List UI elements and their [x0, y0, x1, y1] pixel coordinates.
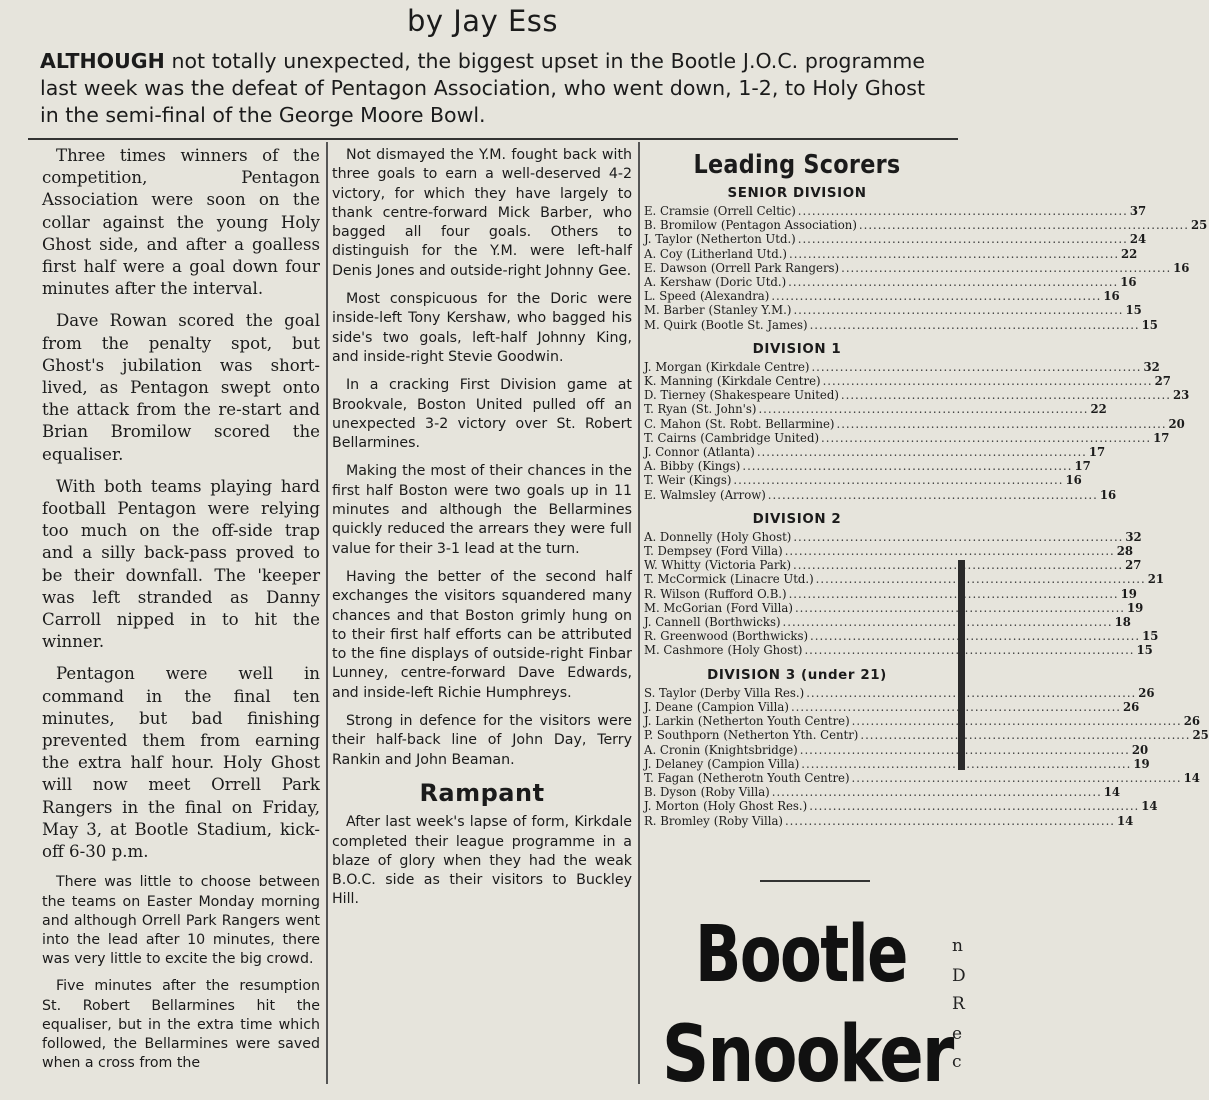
edge-bar	[958, 560, 965, 770]
scorer-club: (Kirkdale Centre)	[705, 359, 810, 374]
scorer-row	[644, 799, 1158, 814]
subheading: Rampant	[419, 778, 545, 807]
leader-dots	[823, 374, 1153, 388]
scorer-name: L. Speed	[644, 289, 696, 304]
leader-dots	[758, 402, 1088, 416]
scorer-club: (Borthwicks)	[732, 629, 809, 644]
scorer-row	[644, 600, 1144, 615]
scorer-club: (Ford Villa)	[715, 544, 783, 559]
scorer-club: (Knightsbridge)	[704, 742, 798, 757]
scorer-row	[644, 218, 1208, 233]
scorer-row	[644, 317, 1158, 332]
scorer-goals: 24	[1129, 232, 1147, 247]
scorer-row	[644, 572, 1164, 587]
scorer-goals: 22	[1090, 402, 1107, 417]
scorer-goals: 26	[1138, 685, 1155, 700]
division-heading: DIVISION 1	[752, 341, 842, 357]
header-rule	[28, 138, 958, 140]
scorer-goals: 21	[1147, 572, 1164, 587]
scorers-divisions	[644, 186, 1209, 828]
scorer-club: (Orrell Celtic)	[713, 204, 796, 218]
scorer-goals: 32	[1143, 359, 1160, 374]
scorer-club: (Doric Utd.)	[715, 275, 787, 290]
paragraph: Dave Rowan scored the goal from the penalty spot, but Ghost's jubilation was short-lived, as Pentagon swept onto the attack from the re-start and Brian Bromilow scored the equaliser.	[42, 311, 320, 464]
leader-dots	[789, 587, 1119, 601]
scorer-club: (Shakespeare United)	[709, 388, 839, 403]
leader-dots	[852, 771, 1182, 785]
scorer-club: (Cambridge United)	[700, 430, 820, 445]
scorer-name: A. Kershaw	[644, 275, 712, 290]
scorer-name: M. Quirk	[644, 317, 697, 332]
leader-dots	[859, 218, 1189, 232]
leader-dots	[788, 275, 1118, 289]
scorer-row	[644, 402, 1107, 417]
scorer-club: (Roby Villa)	[700, 785, 770, 800]
scorer-goals: 20	[1168, 416, 1185, 431]
scorer-goals: 22	[1121, 246, 1138, 261]
leader-dots	[772, 785, 1102, 799]
scorer-name: J. Taylor	[644, 232, 693, 247]
scorer-goals: 25	[1190, 218, 1208, 233]
scorer-name: E. Cramsie	[644, 204, 710, 218]
scorer-name: T. Cairns	[644, 430, 697, 445]
scorer-name: T. Dempsey	[644, 544, 712, 559]
scorer-row	[644, 374, 1171, 389]
scorer-club: (Arrow)	[720, 487, 766, 502]
scorer-name: J. Cannell	[644, 615, 701, 630]
scorer-goals: 14	[1183, 770, 1200, 785]
edge-letter: R	[952, 994, 965, 1014]
leader-dots	[793, 530, 1123, 544]
scorer-goals: 15	[1125, 303, 1142, 318]
scorer-club: (Pentagon Association)	[720, 218, 857, 233]
scorer-club: (Kings)	[688, 473, 732, 488]
scorer-goals: 17	[1074, 459, 1091, 474]
leader-dots	[785, 544, 1115, 558]
leader-dots	[809, 799, 1139, 813]
scorer-name: T. McCormick	[644, 572, 727, 587]
edge-letter: D	[952, 966, 966, 986]
edge-letter: c	[952, 1052, 962, 1072]
scorer-row	[644, 473, 1082, 488]
scorer-name: M. Barber	[644, 303, 705, 318]
edge-letter: e	[952, 1024, 963, 1044]
scorer-club: (Kirkdale Centre)	[716, 374, 821, 389]
advert-headline-2: Snooker	[662, 1010, 953, 1100]
intro-text: not totally unexpected, the biggest upset in the Bootle J.O.C. programme last week was the defeat of Pentagon Association, who went down, 1-2, to Holy Ghost in the semi-final of the George Moore Bowl.	[40, 49, 925, 127]
scorer-club: (Victoria Park)	[704, 558, 792, 573]
leader-dots	[806, 686, 1136, 700]
scorer-row	[644, 430, 1170, 445]
scorer-name: A. Cronin	[644, 742, 701, 757]
scorer-goals: 25	[1192, 728, 1209, 743]
scorer-list	[644, 204, 1208, 332]
scorer-club: (Derby Villa Res.)	[699, 685, 805, 700]
leader-dots	[785, 814, 1115, 828]
scorer-goals: 19	[1120, 586, 1137, 601]
scorer-row	[644, 756, 1150, 771]
leader-dots	[783, 615, 1113, 629]
article-column-2	[332, 146, 632, 919]
scorer-row	[644, 529, 1142, 544]
scorer-goals: 15	[1141, 317, 1158, 332]
scorer-name: W. Whitty	[644, 558, 701, 573]
paragraph: After last week's lapse of form, Kirkdale completed their league programme in a blaze of glory when they had the weak B.O.C. side as their visitors to Buckley Hill.	[332, 814, 632, 908]
scorer-list	[644, 529, 1164, 658]
scorer-row	[644, 770, 1200, 785]
intro-paragraph	[40, 48, 925, 129]
scorer-club: (Campion Villa)	[707, 756, 800, 771]
scorer-name: J. Delaney	[644, 756, 704, 771]
scorer-goals: 16	[1173, 260, 1190, 275]
scorer-club: (Holy Ghost Res.)	[703, 799, 808, 814]
scorer-goals: 14	[1117, 813, 1134, 828]
scorer-row	[644, 615, 1131, 630]
leader-dots	[811, 360, 1141, 374]
scorer-name: C. Mahon	[644, 416, 701, 431]
leader-dots	[771, 289, 1101, 303]
scorer-name: J. Deane	[644, 699, 693, 714]
division-heading: SENIOR DIVISION	[727, 186, 867, 201]
scorer-club: (Litherland Utd.)	[686, 246, 787, 261]
scorer-club: (St. Robt. Bellarmine)	[704, 416, 835, 431]
scorer-name: A. Coy	[644, 246, 683, 261]
scorer-name: T. Ryan	[644, 402, 688, 417]
advert-rule	[760, 880, 870, 882]
scorer-row	[644, 459, 1091, 474]
scorer-row	[644, 232, 1147, 247]
scorer-goals: 19	[1127, 600, 1144, 615]
scorer-row	[644, 558, 1142, 573]
scorer-row	[644, 303, 1142, 318]
scorer-name: J. Connor	[644, 445, 699, 460]
division-heading: DIVISION 2	[752, 511, 842, 527]
scorer-club: (Holy Ghost)	[716, 529, 792, 544]
scorer-goals: 16	[1120, 275, 1137, 290]
scorer-club: (Borthwicks)	[704, 615, 781, 630]
scorer-row	[644, 275, 1137, 290]
scorer-club: (Netherton Yth. Centr)	[723, 728, 859, 743]
scorer-name: T. Weir	[644, 473, 685, 488]
leader-dots	[841, 388, 1171, 402]
scorer-club: (Orrell Park Rangers)	[710, 260, 840, 275]
scorer-name: J. Morgan	[644, 359, 702, 374]
scorer-name: K. Manning	[644, 374, 713, 389]
scorer-goals: 14	[1141, 799, 1158, 814]
scorer-name: B. Bromilow	[644, 218, 717, 233]
scorer-goals: 23	[1172, 388, 1190, 403]
scorer-name: R. Bromley	[644, 813, 710, 828]
scorer-club: (Bootle St. James)	[700, 317, 808, 332]
scorer-row	[644, 785, 1121, 800]
scorer-goals: 16	[1065, 473, 1082, 488]
scorer-club: (Linacre Utd.)	[730, 572, 814, 587]
scorer-goals: 32	[1125, 529, 1142, 544]
leader-dots	[791, 700, 1121, 714]
scorer-goals: 28	[1116, 544, 1134, 559]
leader-dots	[860, 728, 1190, 742]
scorer-club: (Alexandra)	[700, 289, 770, 304]
leader-dots	[801, 757, 1131, 771]
division-heading: DIVISION 3 (under 21)	[707, 667, 887, 683]
scorer-row	[644, 813, 1134, 828]
scorers-title: Leading Scorers	[693, 150, 901, 180]
column-rule-2	[638, 142, 640, 1084]
scorer-row	[644, 388, 1190, 403]
byline: by Jay Ess	[406, 4, 559, 38]
scorer-club: (Roby Villa)	[713, 813, 783, 828]
scorer-name: R. Wilson	[644, 586, 701, 601]
leader-dots	[768, 488, 1098, 502]
scorer-club: (Kings)	[697, 459, 741, 474]
leader-dots	[836, 417, 1166, 431]
scorer-row	[644, 544, 1134, 559]
scorer-goals: 37	[1129, 204, 1147, 218]
scorer-club: (St. John's)	[691, 402, 757, 417]
scorer-goals: 20	[1131, 742, 1149, 757]
scorer-goals: 26	[1183, 714, 1200, 729]
paragraph: In a cracking First Division game at Brookvale, Boston United pulled off an unexpected 3-2 victory over St. Robert Bellarmines.	[332, 377, 632, 452]
leader-dots	[852, 714, 1182, 728]
scorer-goals: 27	[1125, 558, 1142, 573]
scorer-name: J. Larkin	[644, 714, 694, 729]
scorer-name: E. Dawson	[644, 260, 707, 275]
scorer-row	[644, 204, 1147, 218]
scorer-goals: 19	[1133, 756, 1150, 771]
paragraph: Most conspicuous for the Doric were inside-left Tony Kershaw, who bagged his side's two goals, left-half Johnny King, and inside-right Stevie Goodwin.	[332, 291, 632, 365]
scorer-goals: 14	[1103, 785, 1121, 800]
leader-dots	[798, 232, 1128, 246]
leading-scorers-box	[644, 148, 1209, 838]
scorer-row	[644, 416, 1185, 431]
scorer-club: (Atlanta)	[702, 445, 755, 460]
scorer-goals: 27	[1154, 374, 1171, 389]
article-column-1	[42, 145, 320, 1081]
scorer-name: D. Tierney	[644, 388, 706, 403]
scorer-name: A. Bibby	[644, 459, 694, 474]
scorer-row	[644, 586, 1137, 601]
scorer-club: (Holy Ghost)	[727, 643, 803, 658]
scorer-goals: 15	[1136, 643, 1153, 658]
scorer-name: J. Morton	[644, 799, 700, 814]
paragraph: Not dismayed the Y.M. fought back with three goals to earn a well-deserved 4-2 victory, for which they have largely to thank centre-forward Mick Barber, who bagged all four goals. Others to distinguish for the Y.M. were left-half Denis Jones and outside-right Johnny Gee.	[332, 147, 632, 279]
scorer-goals: 17	[1088, 445, 1106, 460]
scorer-row	[644, 643, 1153, 658]
scorer-name: M. Cashmore	[644, 643, 724, 658]
scorer-list	[644, 359, 1190, 502]
leader-dots	[821, 431, 1151, 445]
leader-dots	[816, 572, 1146, 586]
leader-dots	[810, 318, 1140, 332]
scorer-goals: 15	[1142, 629, 1159, 644]
leader-dots	[810, 629, 1140, 643]
paragraph: Pentagon were well in command in the final ten minutes, but bad finishing prevented them from earning the extra half hour. Holy Ghost will now meet Orrell Park Rangers in the final on Friday, May 3, at Bootle Stadium, kick-off 6-30 p.m.	[42, 664, 320, 862]
scorer-row	[644, 359, 1160, 374]
scorer-list	[644, 685, 1209, 828]
scorer-name: R. Greenwood	[644, 629, 729, 644]
paragraph: Three times winners of the competition, Pentagon Association were soon on the collar against the young Holy Ghost side, and after a goalless first half were a goal down four minutes after the interval.	[42, 146, 320, 299]
intro-lead-word: ALTHOUGH	[40, 49, 165, 73]
scorer-club: (Ford Villa)	[726, 600, 793, 615]
advert-headline-1: Bootle	[695, 910, 907, 1000]
scorer-club: (Stanley Y.M.)	[708, 303, 792, 318]
leader-dots	[757, 445, 1087, 459]
scorer-row	[644, 728, 1209, 743]
leader-dots	[733, 473, 1063, 487]
scorer-row	[644, 629, 1159, 644]
scorer-club: (Netherton Youth Centre)	[697, 714, 850, 729]
leader-dots	[841, 261, 1171, 275]
edge-letter: n	[952, 936, 963, 956]
scorer-goals: 17	[1153, 430, 1170, 445]
scorer-goals: 16	[1103, 289, 1120, 304]
scorer-row	[644, 260, 1190, 275]
scorer-row	[644, 685, 1155, 700]
scorer-row	[644, 445, 1106, 460]
paragraph: Having the better of the second half exchanges the visitors squandered many chances and that Boston grimly hung on to their first half efforts can be attributed to the fine displays of outside-right Finbar Lunney, centre-forward Dave Edwards, and inside-left Richie Humphreys.	[332, 568, 632, 701]
scorer-name: P. Southporn	[644, 728, 720, 743]
paragraph: Five minutes after the resumption St. Robert Bellarmines hit the equaliser, but in the extra time which followed, the Bellarmines were saved when a cross from the	[42, 978, 320, 1072]
scorer-goals: 16	[1099, 487, 1117, 502]
scorer-name: T. Fagan	[644, 770, 694, 785]
scorer-goals: 26	[1123, 699, 1140, 714]
paragraph: Strong in defence for the visitors were their half-back line of John Day, Terry Rankin and John Beaman.	[332, 713, 632, 768]
scorer-row	[644, 699, 1140, 714]
paragraph: There was little to choose between the teams on Easter Monday morning and although Orrell Park Rangers went into the lead after 10 minutes, there was very little to excite the big crowd.	[42, 874, 320, 968]
leader-dots	[789, 247, 1119, 261]
scorer-name: M. McGorian	[644, 600, 723, 615]
leader-dots	[742, 459, 1072, 473]
scorer-name: E. Walmsley	[644, 487, 717, 502]
scorer-row	[644, 742, 1149, 757]
leader-dots	[798, 204, 1128, 218]
leader-dots	[793, 303, 1123, 317]
paragraph: Making the most of their chances in the first half Boston were two goals up in 11 minutes and although the Bellarmines quickly reduced the arrears they were full value for their 3-1 lead at the turn.	[332, 463, 632, 557]
scorer-row	[644, 246, 1138, 261]
scorer-name: A. Donnelly	[644, 529, 713, 544]
leader-dots	[804, 643, 1134, 657]
paragraph: With both teams playing hard football Pentagon were relying too much on the off-side trap and a silly back-pass proved to be their downfall. The 'keeper was left stranded as Danny Carroll nipped in to hit the winner.	[42, 476, 320, 652]
column-rule-1	[326, 142, 328, 1084]
scorer-name: B. Dyson	[644, 785, 697, 800]
scorer-row	[644, 289, 1120, 304]
scorer-club: (Netherotn Youth Centre)	[697, 770, 850, 785]
scorer-club: (Netherton Utd.)	[696, 232, 796, 247]
scorer-goals: 18	[1114, 615, 1131, 630]
scorer-row	[644, 714, 1200, 729]
scorer-club: (Rufford O.B.)	[704, 586, 787, 601]
scorer-row	[644, 487, 1117, 502]
scorer-club: (Campion Villa)	[696, 699, 789, 714]
scorer-name: S. Taylor	[644, 685, 696, 700]
